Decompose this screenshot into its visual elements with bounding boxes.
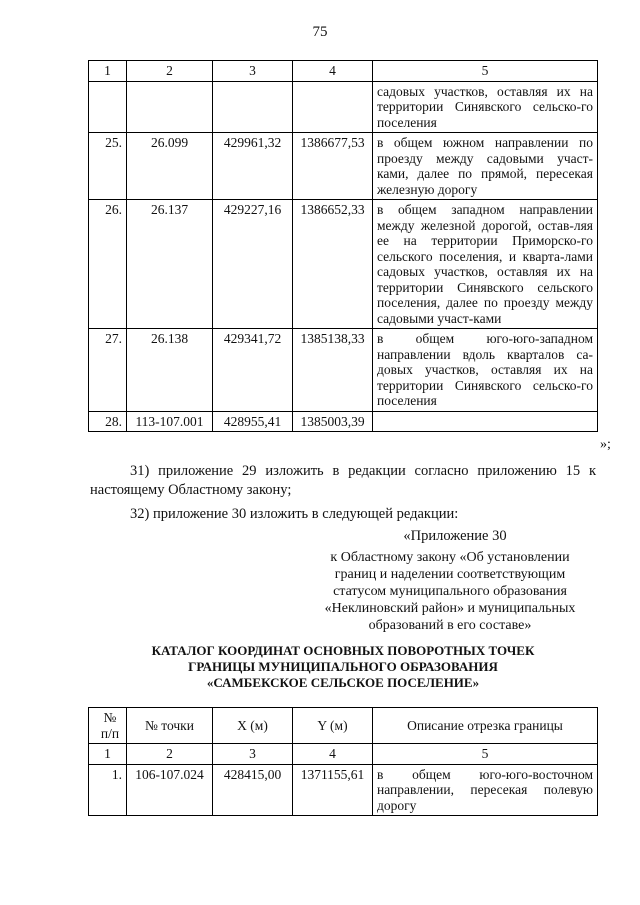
col-number: 3 (213, 744, 293, 765)
cell-x: 428955,41 (213, 411, 293, 432)
catalog-title (90, 643, 596, 691)
cell-num: 28. (89, 411, 127, 432)
cell-y: 1385003,39 (293, 411, 373, 432)
table-row (89, 764, 598, 816)
paragraph-32: 32) приложение 30 изложить в следующей редакции: (130, 506, 459, 522)
header-y: Y (м) (293, 708, 373, 744)
col-number: 3 (213, 61, 293, 82)
cell-num: 27. (89, 329, 127, 412)
closing-quote-mark: »; (600, 437, 611, 452)
appendix-line: «Неклиновский район» и муниципальных (324, 601, 576, 616)
table-row (89, 133, 598, 200)
header-point: № точки (127, 708, 213, 744)
cell-x: 428415,00 (213, 764, 293, 816)
cell-x: 429961,32 (213, 133, 293, 200)
cell-description: в общем южном направлении по проезду между садовыми участ-ками, далее по прямой, пересекая железную дорогу (373, 133, 598, 200)
col-number: 2 (127, 61, 213, 82)
col-number: 1 (89, 744, 127, 765)
cell-x: 429341,72 (213, 329, 293, 412)
appendix-line: статусом муниципального образования (333, 584, 567, 599)
table-header-row (89, 708, 598, 744)
cell-point: 26.099 (127, 133, 213, 200)
appendix-reference (300, 549, 600, 634)
cell-num: 26. (89, 200, 127, 329)
cell-point (127, 81, 213, 133)
cell-point: 106-107.024 (127, 764, 213, 816)
col-number: 5 (373, 61, 598, 82)
cell-description: в общем юго-юго-восточном направлении, пересекая полевую дорогу (373, 764, 598, 816)
col-number: 1 (89, 61, 127, 82)
catalog-title-line: КАТАЛОГ КООРДИНАТ ОСНОВНЫХ ПОВОРОТНЫХ ТОЧЕК (151, 643, 535, 658)
cell-num (89, 81, 127, 133)
catalog-title-line: ГРАНИЦЫ МУНИЦИПАЛЬНОГО ОБРАЗОВАНИЯ (188, 659, 498, 674)
catalog-table (88, 707, 598, 816)
cell-y (293, 81, 373, 133)
table-row (89, 81, 598, 133)
cell-description: садовых участков, оставляя их на территории Синявского сельско-го поселения (373, 81, 598, 133)
cell-description: в общем юго-юго-западном направлении вдоль кварталов са-довых участков, оставляя их на территории Синявского сельско-го поселения (373, 329, 598, 412)
table-row (89, 411, 598, 432)
cell-point: 113-107.001 (127, 411, 213, 432)
table-header-row (89, 61, 598, 82)
col-number: 2 (127, 744, 213, 765)
cell-point: 26.138 (127, 329, 213, 412)
cell-num: 25. (89, 133, 127, 200)
header-num: № п/п (89, 708, 127, 744)
cell-x: 429227,16 (213, 200, 293, 329)
page-number: 75 (312, 24, 328, 40)
appendix-label: «Приложение 30 (403, 528, 507, 544)
header-description: Описание отрезка границы (373, 708, 598, 744)
col-number: 4 (293, 61, 373, 82)
cell-y: 1386652,33 (293, 200, 373, 329)
catalog-title-line: «САМБЕКСКОЕ СЕЛЬСКОЕ ПОСЕЛЕНИЕ» (206, 675, 480, 690)
appendix-line: образований в его составе» (368, 618, 532, 633)
appendix-line: границ и наделении соответствующим (334, 567, 566, 582)
coordinates-table-continued (88, 60, 598, 432)
column-number-row (89, 744, 598, 765)
header-x: X (м) (213, 708, 293, 744)
cell-description: в общем западном направлении между железной дорогой, остав-ляя ее на территории Приморско-го сельского поселения, и кварта-лами садовых участков, оставляя их на территории Синявского сельского поселения, далее по проезду между садовыми участ-ками (373, 200, 598, 329)
table-row (89, 329, 598, 412)
cell-num: 1. (89, 764, 127, 816)
cell-description (373, 411, 598, 432)
col-number: 5 (373, 744, 598, 765)
cell-y: 1385138,33 (293, 329, 373, 412)
col-number: 4 (293, 744, 373, 765)
cell-y: 1386677,53 (293, 133, 373, 200)
cell-x (213, 81, 293, 133)
appendix-line: к Областному закону «Об установлении (330, 550, 570, 565)
table-row (89, 200, 598, 329)
cell-y: 1371155,61 (293, 764, 373, 816)
paragraph-31: 31) приложение 29 изложить в редакции согласно приложению 15 к настоящему Областному закону; (90, 463, 596, 498)
cell-point: 26.137 (127, 200, 213, 329)
